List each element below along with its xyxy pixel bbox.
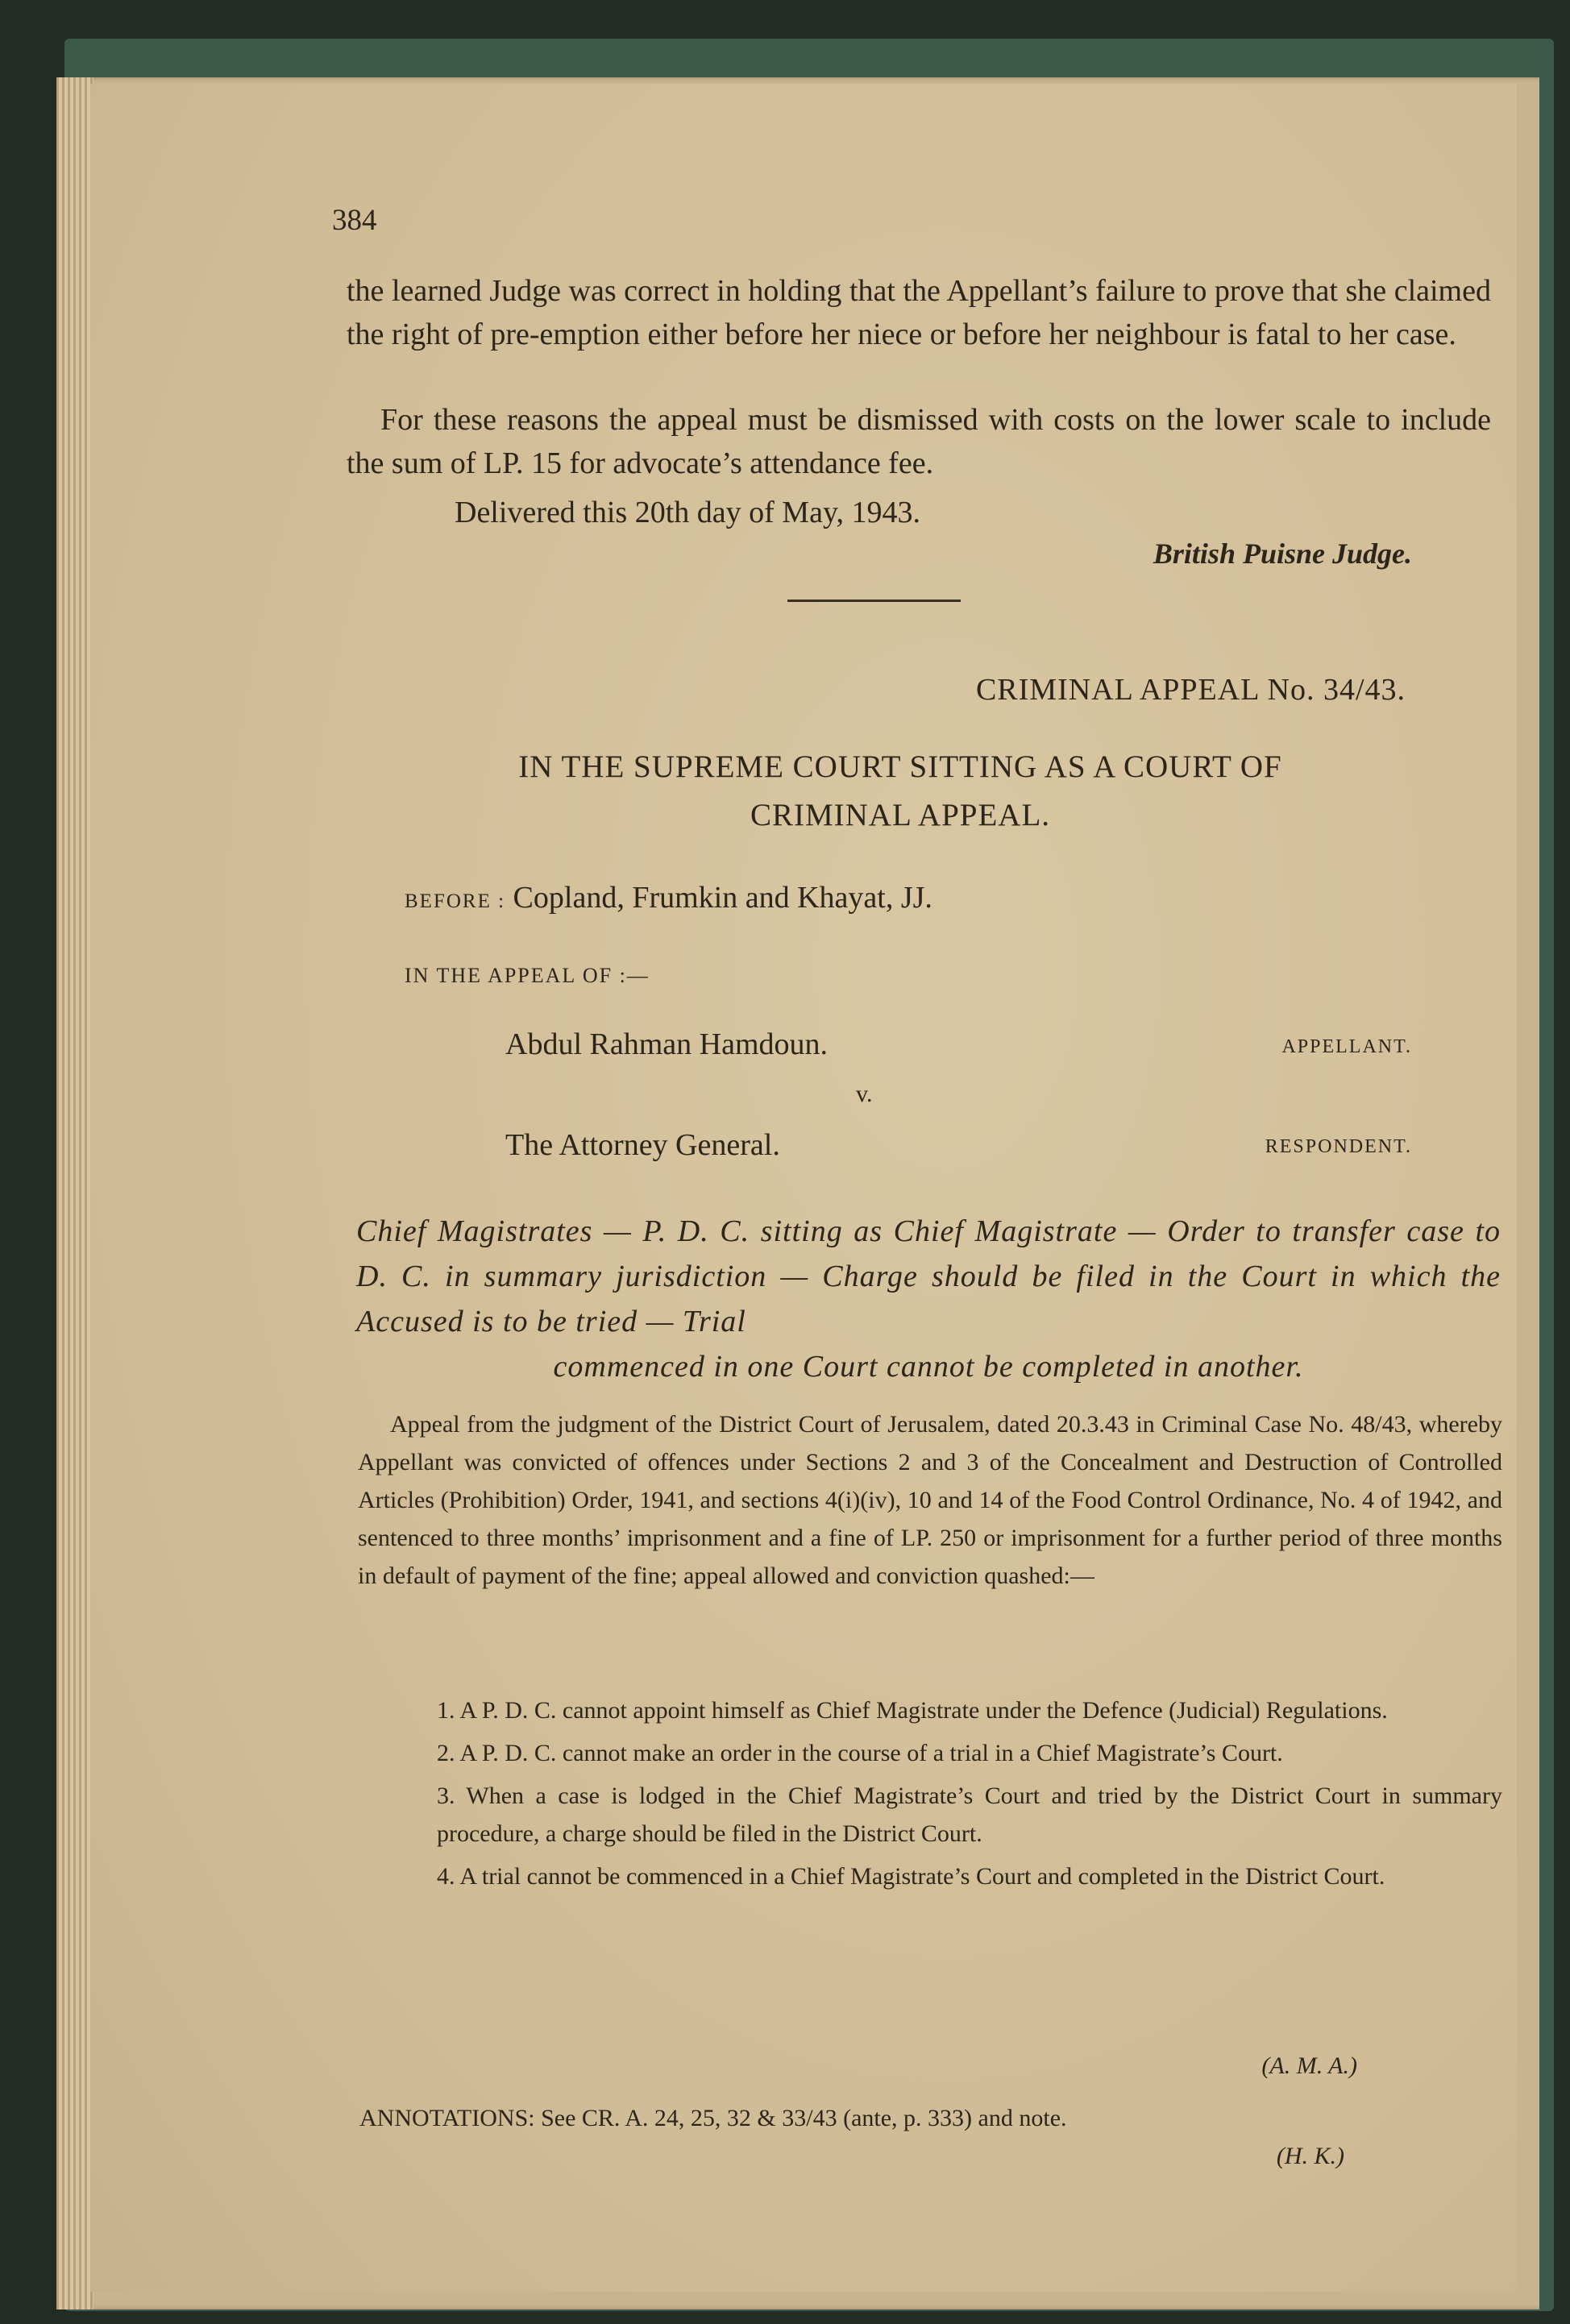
continuation-paragraph-2: For these reasons the appeal must be dismissed with costs on the lower scale to include the sum of LP. 15 for advocate’s attendance fee. xyxy=(347,403,1491,480)
holdings-list xyxy=(437,1691,1502,1900)
book-page xyxy=(90,84,1517,2292)
appellant-name: Abdul Rahman Hamdoun. xyxy=(505,1027,829,1061)
versus: v. xyxy=(856,1081,873,1107)
before-label: BEFORE : xyxy=(405,890,506,912)
holding-item: 3. When a case is lodged in the Chief Magistrate’s Court and tried by the District Court in summary procedure, a charge should be filed in the District Court. xyxy=(437,1782,1502,1847)
judges-names: Copland, Frumkin and Khayat, JJ. xyxy=(513,881,932,915)
court-title-line-1: IN THE SUPREME COURT SITTING AS A COURT OF xyxy=(518,749,1282,784)
editor-initials-2: (H. K.) xyxy=(1276,2143,1344,2169)
holding-item: 2. A P. D. C. cannot make an order in the course of a trial in a Chief Magistrate’s Court. xyxy=(437,1740,1283,1766)
page-number: 384 xyxy=(332,204,377,237)
bench-line xyxy=(405,880,932,915)
headnote xyxy=(356,1209,1501,1389)
appellant-role: APPELLANT. xyxy=(1281,1036,1412,1057)
section-divider xyxy=(787,600,961,602)
annotations-line: ANNOTATIONS: See CR. A. 24, 25, 32 & 33/43 (ante, p. 333) and note. xyxy=(359,2105,1067,2131)
court-title xyxy=(364,743,1436,840)
respondent-name: The Attorney General. xyxy=(505,1128,780,1162)
appeal-of-label: IN THE APPEAL OF :— xyxy=(405,964,650,987)
editor-initials-1: (A. M. A.) xyxy=(1261,2052,1357,2079)
judge-signature: British Puisne Judge. xyxy=(1153,537,1412,570)
respondent-role: RESPONDENT. xyxy=(1265,1136,1412,1157)
delivered-date: Delivered this 20th day of May, 1943. xyxy=(455,496,920,529)
continuation-paragraph-1: the learned Judge was correct in holding that the Appellant’s failure to prove that she claimed the right of pre-emption either before her niece or before her neighbour is fatal to her case. xyxy=(347,274,1491,351)
court-title-line-2: CRIMINAL APPEAL. xyxy=(750,798,1051,832)
holding-item: 1. A P. D. C. cannot appoint himself as Chief Magistrate under the Defence (Judicial) Regulations. xyxy=(437,1697,1388,1724)
holding-item: 4. A trial cannot be commenced in a Chief Magistrate’s Court and completed in the District Court. xyxy=(437,1863,1385,1890)
headnote-last-line: commenced in one Court cannot be completed in another. xyxy=(553,1350,1304,1384)
headnote-text: Chief Magistrates — P. D. C. sitting as Chief Magistrate — Order to transfer case to D. C. in summary jurisdiction — Charge should be filed in the Court in which the Accused is to be tried — Trial xyxy=(356,1214,1501,1338)
appeal-summary: Appeal from the judgment of the District Court of Jerusalem, dated 20.3.43 in Criminal Case No. 48/43, whereby Appellant was convicted of offences under Sections 2 and 3 of the Concealment and Destruction of Controlled Articles (Prohibition) Order, 1941, and sections 4(i)(iv), 10 and 14 of the Food Control Ordinance, No. 4 of 1942, and sentenced to three months’ imprisonment and a fine of LP. 250 or imprisonment for a further period of three months in default of payment of the fine; appeal allowed and conviction quashed:— xyxy=(358,1411,1502,1589)
case-number: CRIMINAL APPEAL No. 34/43. xyxy=(975,673,1406,707)
